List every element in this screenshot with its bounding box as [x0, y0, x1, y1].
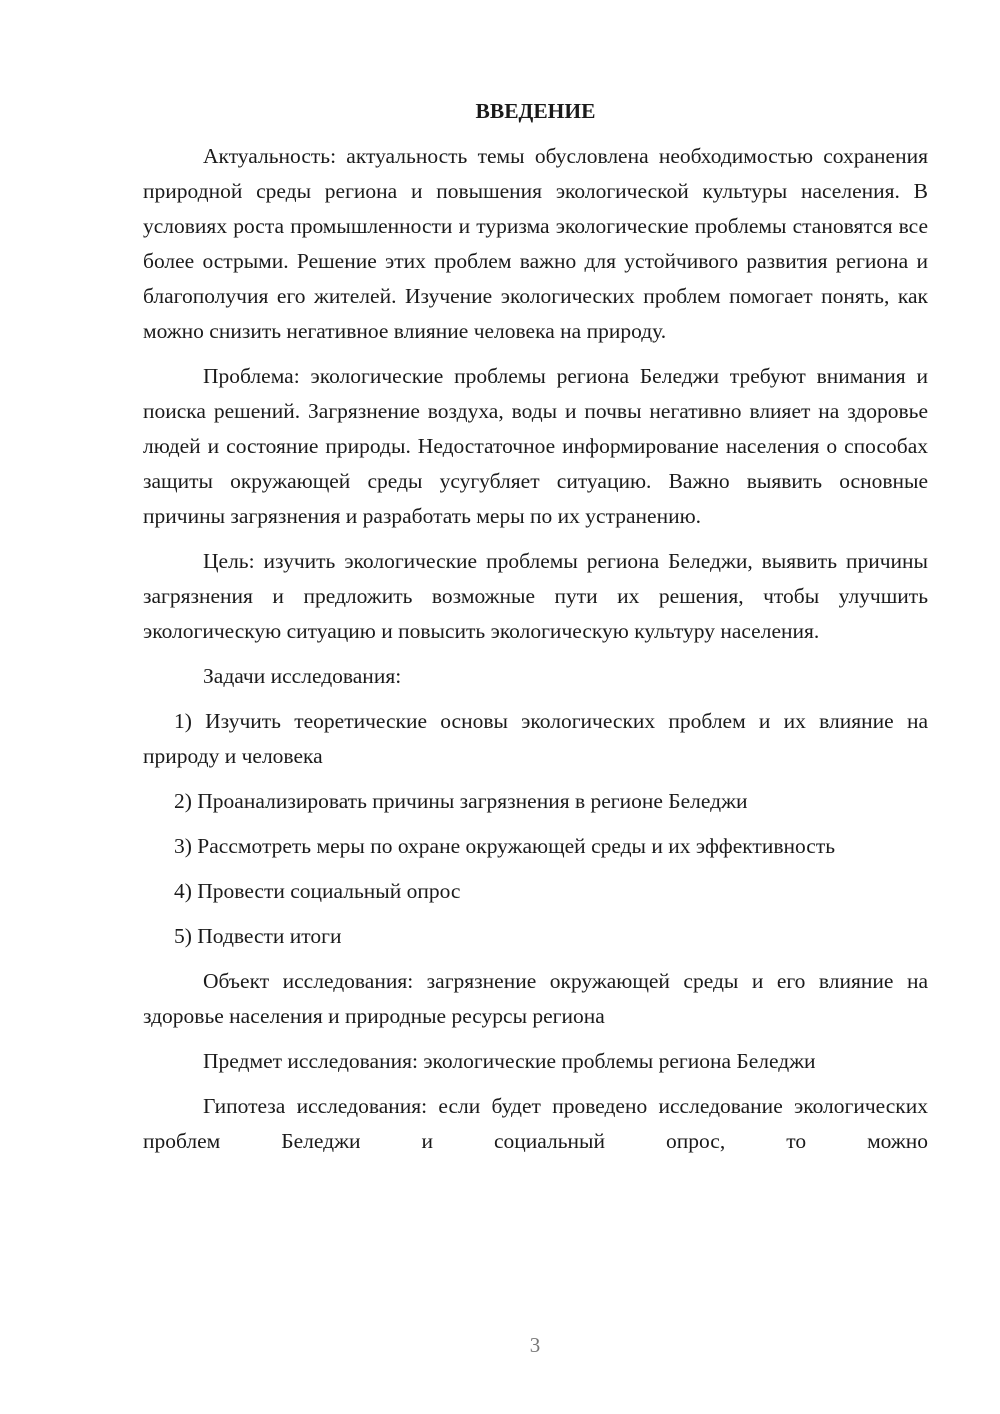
list-item: 4) Провести социальный опрос	[174, 879, 461, 903]
list-item: 1) Изучить теоретические основы экологических проблем и их влияние на природу и человека	[143, 709, 928, 768]
paragraph-relevance: Актуальность: актуальность темы обусловлена необходимостью сохранения природной среды региона и повышения экологической культуры населения. В условиях роста промышленности и туризма экологические проблемы становятся все более острыми. Решение этих проблем важно для устойчивого развития региона и благополучия его жителей. Изучение экологических проблем помогает понять, как можно снизить негативное влияние человека на природу.	[143, 144, 928, 343]
paragraph-problem: Проблема: экологические проблемы региона Беледжи требуют внимания и поиска решений. Загрязнение воздуха, воды и почвы негативно влияет на здоровье людей и состояние природы. Недостаточное информирование населения о способах защиты окружающей среды усугубляет ситуацию. Важно выявить основные причины загрязнения и разработать меры по их устранению.	[143, 364, 928, 528]
document-page	[143, 95, 928, 1169]
list-item: 3) Рассмотреть меры по охране окружающей среды и их эффективность	[174, 834, 836, 858]
list-item: 5) Подвести итоги	[174, 924, 342, 948]
page-title: ВВЕДЕНИЕ	[475, 99, 596, 123]
paragraph-hypothesis: Гипотеза исследования: если будет проведено исследование экологических проблем Беледжи и социальный опрос, то можно	[143, 1094, 928, 1153]
tasks-heading: Задачи исследования:	[203, 664, 402, 688]
paragraph-object: Объект исследования: загрязнение окружающей среды и его влияние на здоровье населения и природные ресурсы региона	[143, 969, 928, 1028]
paragraph-subject: Предмет исследования: экологические проблемы региона Беледжи	[203, 1049, 816, 1073]
page-number: 3	[529, 1333, 541, 1357]
paragraph-goal: Цель: изучить экологические проблемы региона Беледжи, выявить причины загрязнения и предложить возможные пути их решения, чтобы улучшить экологическую ситуацию и повысить экологическую культуру населения.	[143, 549, 928, 643]
tasks-list	[143, 704, 928, 954]
list-item: 2) Проанализировать причины загрязнения в регионе Беледжи	[174, 789, 748, 813]
